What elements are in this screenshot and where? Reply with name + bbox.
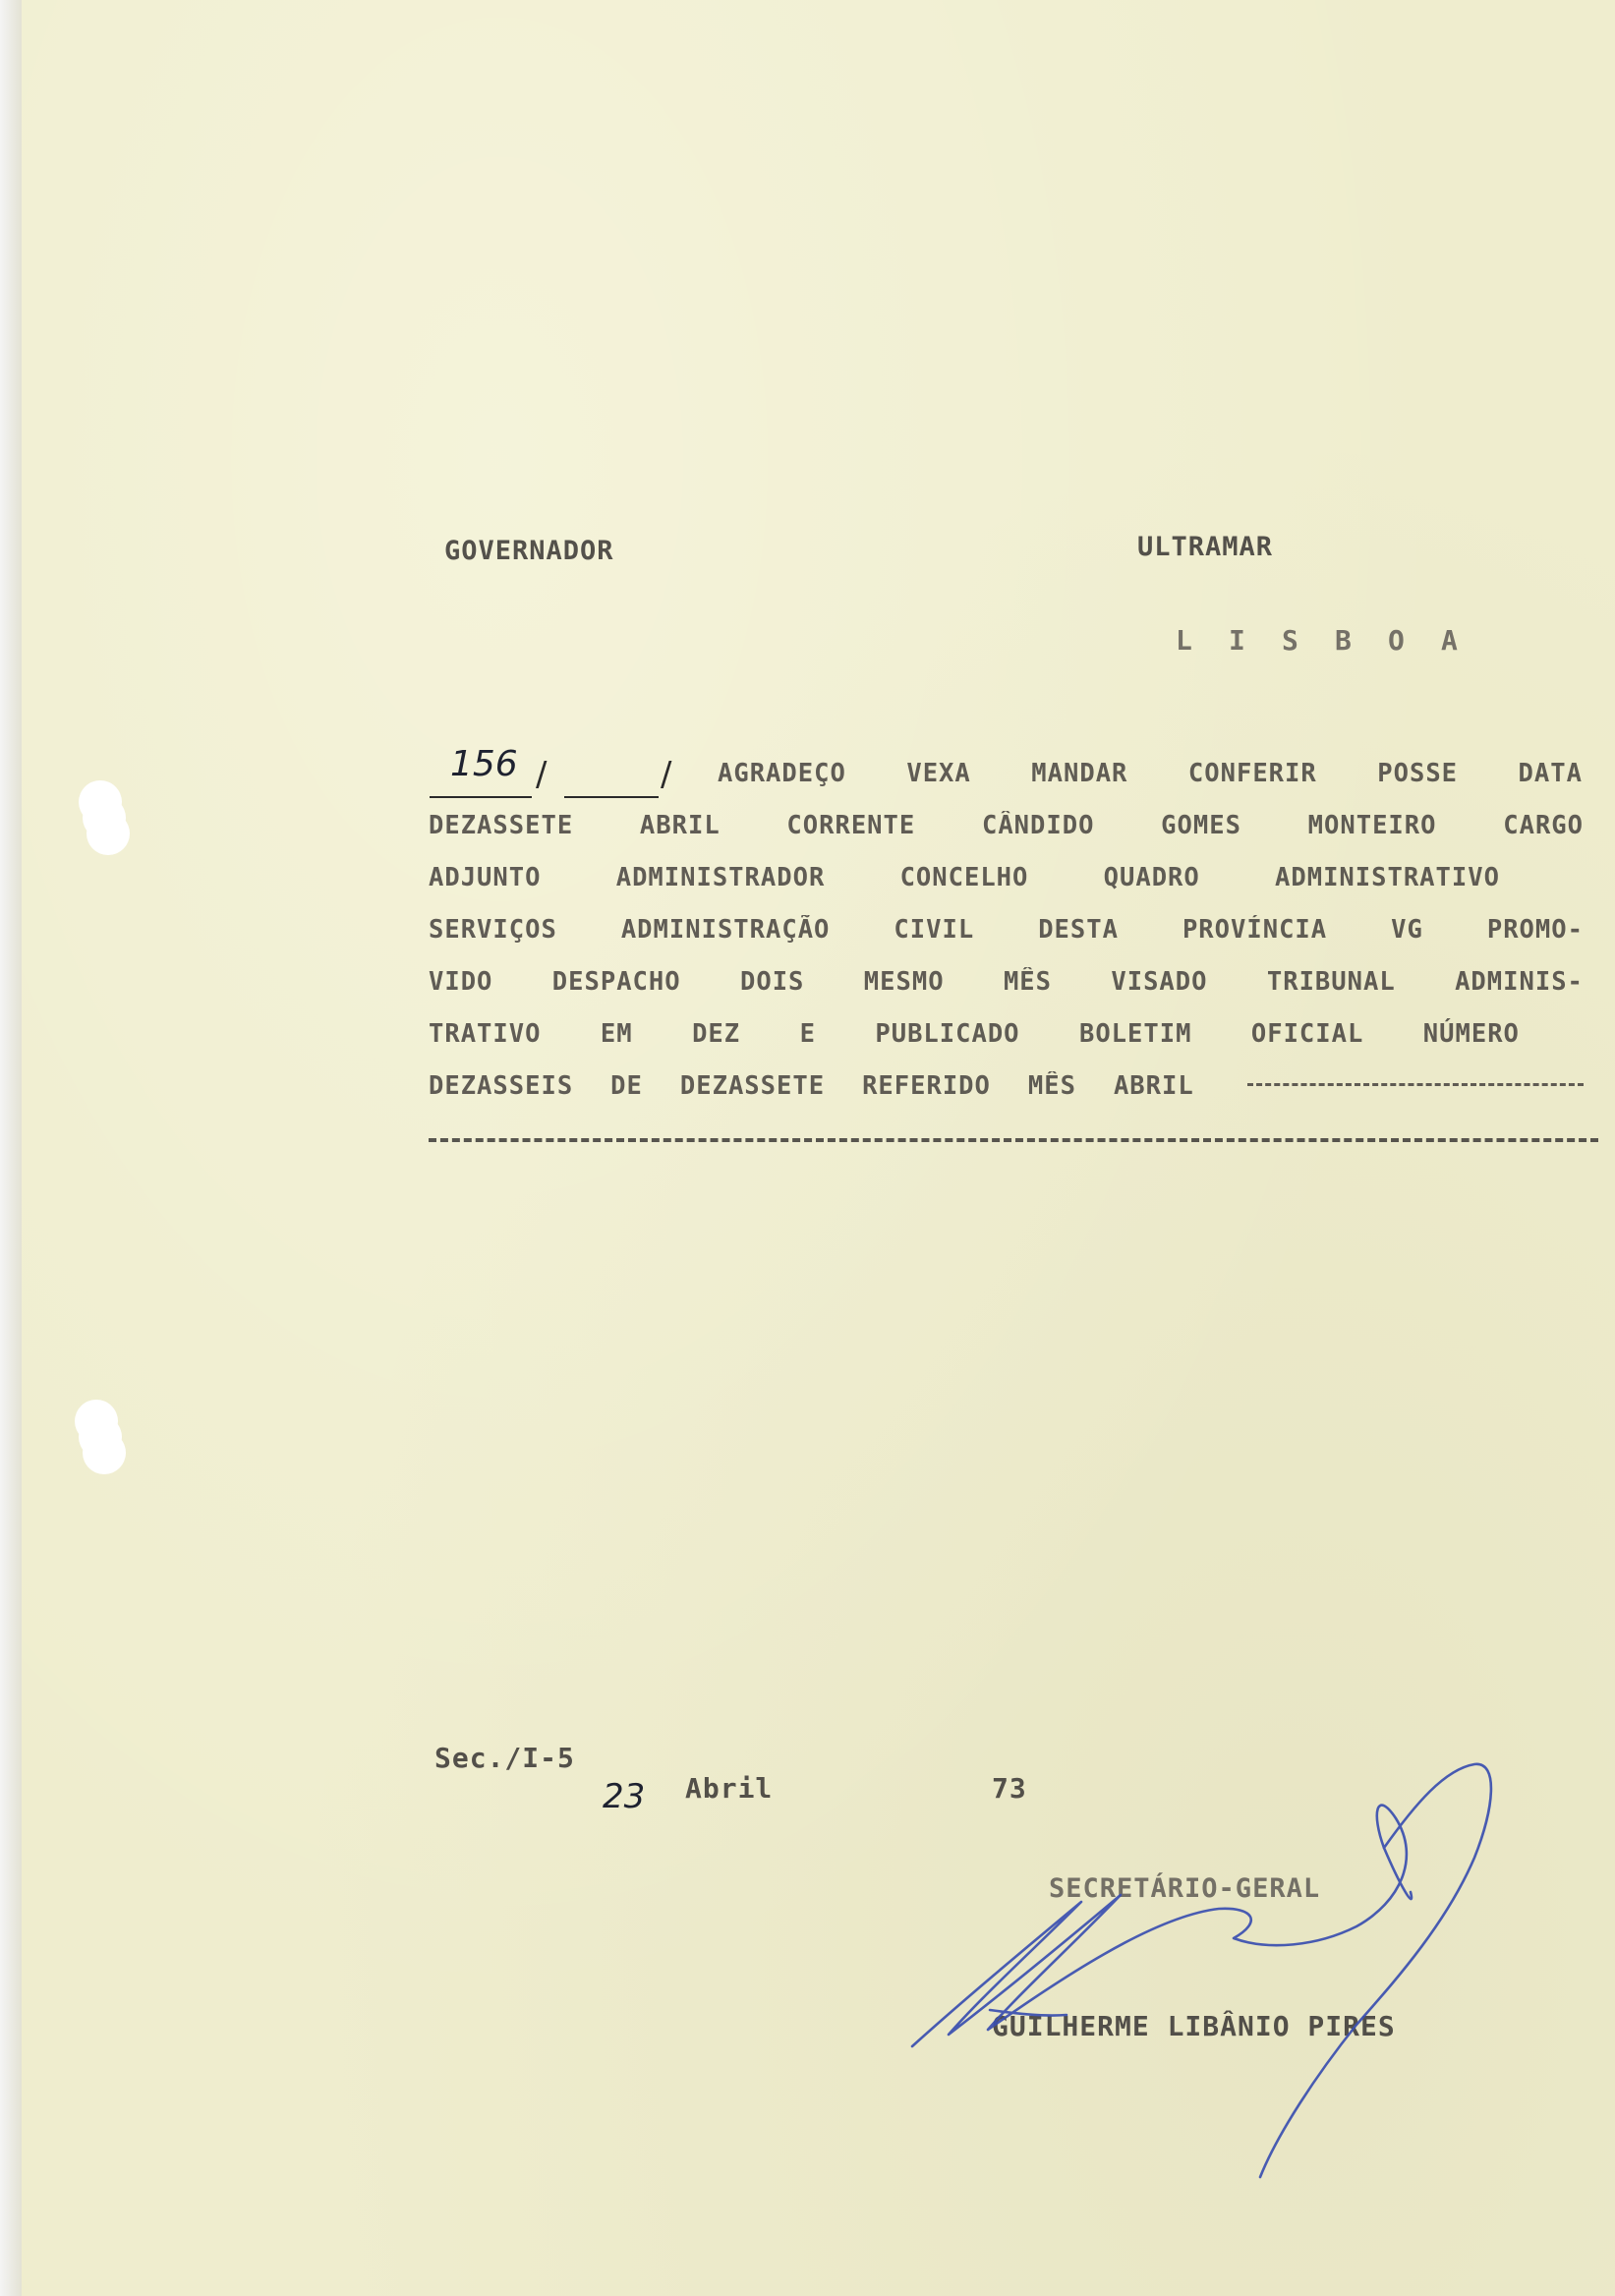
city-letter: I: [1229, 624, 1245, 657]
message-word: MESMO: [863, 967, 945, 997]
department-label: ULTRAMAR: [1137, 532, 1274, 562]
message-line: [429, 915, 1584, 945]
message-word: ADJUNTO: [429, 863, 542, 892]
blank-field-separator: /: [661, 755, 672, 794]
message-word: ADMINISTRATIVO: [1275, 863, 1500, 892]
message-word: QUADRO: [1103, 863, 1200, 892]
message-word: ADMINISTRADOR: [615, 863, 826, 892]
message-line: [429, 863, 1500, 892]
city-letter: S: [1282, 624, 1298, 657]
city-letter: B: [1335, 624, 1352, 657]
signatory-title: SECRETÁRIO-GERAL: [1049, 1873, 1321, 1904]
message-word: PROVÍNCIA: [1182, 915, 1328, 945]
document-sheet: [22, 0, 1615, 2296]
message-line: [429, 967, 1584, 997]
message-word: OFICIAL: [1250, 1019, 1364, 1049]
handwritten-reference-number: 156: [450, 744, 518, 784]
message-word: DE: [610, 1071, 643, 1101]
message-word: ADMINISTRAÇÃO: [620, 915, 831, 945]
date-year: 73: [992, 1772, 1027, 1805]
message-word: E: [799, 1019, 816, 1049]
handwritten-day: 23: [603, 1777, 646, 1816]
reference-underline: [430, 796, 532, 798]
date-month: Abril: [685, 1772, 774, 1805]
message-word: ABRIL: [1113, 1071, 1194, 1101]
message-word: NÚMERO: [1422, 1019, 1520, 1049]
message-word: VG: [1391, 915, 1423, 945]
message-word: MÊS: [1027, 1071, 1076, 1101]
message-word: DEZASSETE: [679, 1071, 826, 1101]
message-word: SERVIÇOS: [429, 915, 557, 945]
message-word: TRATIVO: [429, 1019, 542, 1049]
message-word: CARGO: [1503, 811, 1584, 840]
closing-dash-rule: [429, 1138, 1598, 1142]
message-word: GOMES: [1161, 811, 1241, 840]
message-word: DESPACHO: [551, 967, 681, 997]
city-letter: A: [1441, 624, 1458, 657]
message-word: CIVIL: [894, 915, 975, 945]
message-word: ADMINIS-: [1455, 967, 1584, 997]
punch-hole-bottom: [71, 1396, 130, 1480]
message-word: BOLETIM: [1078, 1019, 1192, 1049]
message-word: PROMO-: [1486, 915, 1584, 945]
signatory-name: GUILHERME LIBÂNIO PIRES: [992, 2010, 1396, 2042]
message-word: DEZASSETE: [429, 811, 574, 840]
message-word: MÊS: [1003, 967, 1052, 997]
message-word: EM: [600, 1019, 633, 1049]
city-label: [1176, 624, 1494, 657]
message-line: [429, 1019, 1520, 1049]
message-word: CONFERIR: [1187, 759, 1317, 788]
message-word: CORRENTE: [786, 811, 916, 840]
message-word: DEZ: [692, 1019, 741, 1049]
message-word: PUBLICADO: [875, 1019, 1020, 1049]
message-word: DATA: [1518, 759, 1583, 788]
message-word: DEZASSEIS: [429, 1071, 574, 1101]
city-letter: O: [1388, 624, 1405, 657]
message-word: DOIS: [740, 967, 805, 997]
message-line: [718, 759, 1583, 788]
city-letter: L: [1176, 624, 1192, 657]
message-word: CÂNDIDO: [981, 811, 1095, 840]
blank-field-underline: [564, 796, 659, 798]
addressee-label: GOVERNADOR: [444, 536, 614, 566]
message-word: VISADO: [1111, 967, 1208, 997]
message-word: ABRIL: [639, 811, 721, 840]
scan-edge: [0, 0, 22, 2296]
section-code: Sec./I-5: [434, 1742, 575, 1774]
message-word: VIDO: [429, 967, 493, 997]
message-word: POSSE: [1377, 759, 1459, 788]
punch-hole-top: [75, 776, 134, 861]
message-word: MONTEIRO: [1307, 811, 1437, 840]
message-word: DESTA: [1038, 915, 1119, 945]
fill-dash-rule: [1247, 1083, 1584, 1086]
message-word: CONCELHO: [899, 863, 1029, 892]
message-word: VEXA: [906, 759, 971, 788]
message-word: AGRADEÇO: [718, 759, 846, 788]
message-word: MANDAR: [1031, 759, 1128, 788]
message-word: TRIBUNAL: [1266, 967, 1396, 997]
reference-separator: /: [536, 755, 548, 794]
message-word: REFERIDO: [862, 1071, 991, 1101]
message-line: [429, 1071, 1584, 1101]
message-line: [429, 811, 1584, 840]
